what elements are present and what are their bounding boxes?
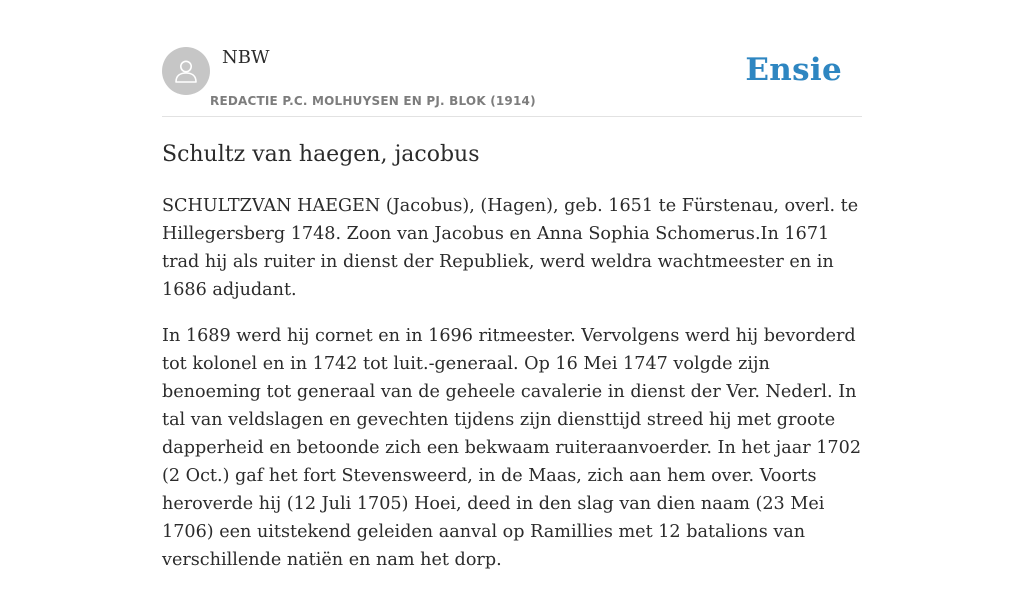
article-paragraph: In 1689 werd hij cornet en in 1696 ritmeester. Vervolgens werd hij bevorderd tot kolonel en in 1742 tot luit.-generaal. Op 16 Mei 1747 volgde zijn benoeming tot generaal van de geheele cavalerie in dienst der Ver. Nederl. In tal van veldslagen en gevechten tijdens zijn diensttijd streed hij met groote dapperheid en betoonde zich een bekwaam ruiteraanvoerder. In het jaar 1702 (2 Oct.) gaf het fort Stevensweerd, in de Maas, zich aan hem over. Voorts heroverde hij (12 Juli 1705) Hoei, deed in den slag van dien naam (23 Mei 1706) een uitstekend geleiden aanval op Ramillies met 12 batalions van verschillende natiën en nam het dorp. [162, 326, 862, 570]
author-name[interactable]: NBW [222, 47, 270, 68]
header [162, 0, 862, 117]
article-paragraph: SCHULTZVAN HAEGEN (Jacobus), (Hagen), geb. 1651 te Fürstenau, overl. te Hillegersberg 1748. Zoon van Jacobus en Anna Sophia Schomerus.In 1671 trad hij als ruiter in dienst der Republiek, werd weldra wachtmeester en in 1686 adjudant. [162, 196, 859, 300]
user-icon [171, 56, 201, 86]
avatar[interactable] [162, 47, 210, 95]
site-logo[interactable]: Ensie [745, 52, 842, 88]
article-title: Schultz van haegen, jacobus [162, 142, 480, 167]
author-subtitle: REDACTIE P.C. MOLHUYSEN EN PJ. BLOK (1914) [210, 94, 536, 108]
article-body [162, 192, 862, 592]
